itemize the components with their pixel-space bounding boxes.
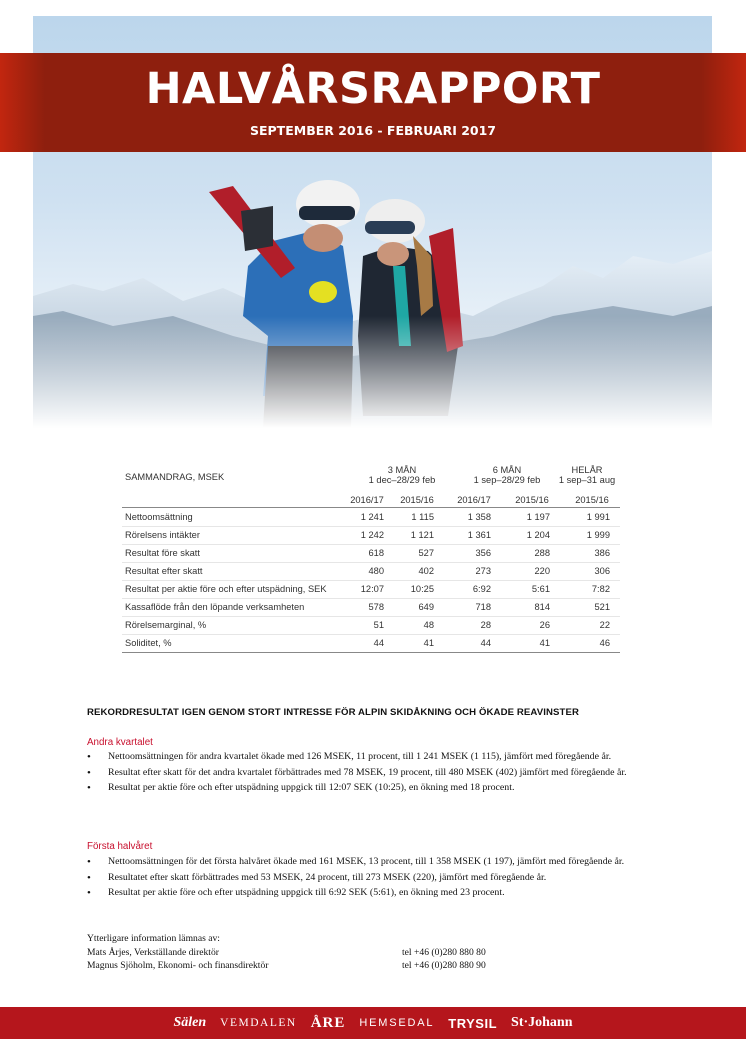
list-item: • Resultat per aktie före och efter utspädning uppgick till 6:92 SEK (5:61), en ökning med 23 procent.: [87, 886, 632, 901]
row-label: Rörelsens intäkter: [125, 530, 200, 540]
row-label: Resultat per aktie före och efter utspädning, SEK: [125, 584, 327, 594]
group-period: 1 sep–31 aug: [558, 474, 616, 485]
table-cell: 1 361: [467, 530, 491, 540]
table-cell: 386: [594, 548, 610, 558]
list-item: • Resultatet efter skatt förbättrades med 53 MSEK, 24 procent, till 273 MSEK (220), jämfört med föregående år.: [87, 871, 632, 886]
summary-rows: [122, 509, 620, 653]
column-headers: [122, 495, 620, 507]
table-cell: 578: [368, 602, 384, 612]
table-cell: 1 242: [360, 530, 384, 540]
contact-intro: Ytterligare information lämnas av:: [87, 933, 220, 944]
table-row: [122, 581, 620, 599]
table-row: [122, 563, 620, 581]
table-cell: 527: [418, 548, 434, 558]
table-cell: 356: [475, 548, 491, 558]
row-label: Kassaflöde från den löpande verksamheten: [125, 602, 305, 612]
column-header: 2015/16: [575, 495, 609, 505]
table-cell: 814: [534, 602, 550, 612]
table-cell: 306: [594, 566, 610, 576]
table-cell: 1 358: [467, 512, 491, 522]
header-rule: [122, 507, 620, 508]
contact-info: [87, 932, 537, 973]
summary-table-header: [122, 466, 620, 508]
table-cell: 6:92: [472, 584, 491, 594]
table-cell: 1 121: [410, 530, 434, 540]
table-cell: 1 991: [586, 512, 610, 522]
column-header: 2016/17: [350, 495, 384, 505]
section-title-half-year: Första halvåret: [87, 841, 153, 852]
list-item: • Nettoomsättningen för det första halvåret ökade med 161 MSEK, 13 procent, till 1 358 MSEK (1 197), jämfört med föregående år.: [87, 855, 632, 870]
report-title: HALVÅRSRAPPORT: [145, 64, 601, 114]
table-cell: 521: [594, 602, 610, 612]
column-header: 2015/16: [515, 495, 549, 505]
bullet-list-half-year: [87, 855, 632, 902]
summary-table: [122, 465, 620, 648]
table-cell: 718: [475, 602, 491, 612]
table-cell: 41: [539, 638, 550, 648]
table-cell: 402: [418, 566, 434, 576]
table-row: [122, 545, 620, 563]
list-item: • Resultat efter skatt för det andra kvartalet förbättrades med 78 MSEK, 19 procent, till 480 MSEK (402) jämfört med föregående år.: [87, 766, 632, 781]
table-cell: 46: [599, 638, 610, 648]
table-row: [122, 599, 620, 617]
table-cell: 10:25: [410, 584, 434, 594]
table-cell: 288: [534, 548, 550, 558]
table-cell: 480: [368, 566, 384, 576]
table-cell: 1 241: [360, 512, 384, 522]
summary-caption: SAMMANDRAG, MSEK: [125, 472, 225, 482]
contact-name: Magnus Sjöholm, Ekonomi- och finansdirektör: [87, 960, 269, 971]
table-cell: 48: [423, 620, 434, 630]
row-label: Rörelsemarginal, %: [125, 620, 207, 630]
table-cell: 618: [368, 548, 384, 558]
contact-name: Mats Årjes, Verkställande direktör: [87, 946, 219, 958]
table-cell: 51: [373, 620, 384, 630]
contact-phone: tel +46 (0)280 880 90: [402, 960, 486, 971]
group-period: 1 dec–28/29 feb: [368, 474, 436, 485]
list-item: • Nettoomsättningen för andra kvartalet ökade med 126 MSEK, 11 procent, till 1 241 MSEK (1 115), jämfört med föregående år.: [87, 750, 632, 765]
section-title-q2: Andra kvartalet: [87, 737, 153, 748]
table-cell: 1 204: [526, 530, 550, 540]
contact-phone: tel +46 (0)280 880 80: [402, 946, 486, 958]
table-row: [122, 617, 620, 635]
table-cell: 649: [418, 602, 434, 612]
table-cell: 44: [373, 638, 384, 648]
brand-footer: [0, 1007, 746, 1039]
contact-person: [87, 946, 537, 960]
table-cell: 5:61: [531, 584, 550, 594]
row-label: Soliditet, %: [125, 638, 172, 648]
brand-logo-trysil: TRYSIL: [448, 1015, 498, 1031]
table-cell: 1 115: [411, 512, 434, 522]
bullet-list-q2: [87, 750, 632, 797]
group-header-3-months: [347, 466, 457, 485]
brand-logo-are: ÅRE: [310, 1014, 346, 1031]
group-title: HELÅR: [571, 465, 603, 475]
brand-logo-vemdalen: VEMDALEN: [220, 1017, 297, 1029]
contact-person: [87, 959, 537, 973]
brand-logo-salen: Sälen: [173, 1015, 207, 1030]
table-row: [122, 509, 620, 527]
table-cell: 28: [480, 620, 491, 630]
table-cell: 26: [539, 620, 550, 630]
brand-logos: [0, 1007, 746, 1039]
table-cell: 7:82: [591, 584, 610, 594]
row-label: Resultat efter skatt: [125, 566, 203, 576]
list-item: • Resultat per aktie före och efter utspädning uppgick till 12:07 SEK (10:25), en ökning med 18 procent.: [87, 781, 632, 796]
headline: REKORDRESULTAT IGEN GENOM STORT INTRESSE FÖR ALPIN SKIDÅKNING OCH ÖKADE REAVINSTER: [87, 707, 579, 718]
table-cell: 44: [480, 638, 491, 648]
table-cell: 220: [534, 566, 550, 576]
table-cell: 1 999: [586, 530, 610, 540]
group-period: 1 sep–28/29 feb: [473, 474, 541, 485]
table-cell: 12:07: [360, 584, 384, 594]
table-row: [122, 527, 620, 545]
report-period: SEPTEMBER 2016 - FEBRUARI 2017: [249, 123, 497, 138]
row-label: Resultat före skatt: [125, 548, 200, 558]
group-header-full-year: [552, 466, 622, 485]
row-label: Nettoomsättning: [125, 512, 193, 522]
brand-logo-hemsedal: HEMSEDAL: [359, 1017, 435, 1029]
group-header-6-months: [452, 466, 562, 485]
group-title: 3 MÅN: [387, 465, 417, 475]
column-header: 2016/17: [457, 495, 491, 505]
table-cell: 22: [599, 620, 610, 630]
brand-logo-st-johann: St·Johann: [511, 1015, 573, 1030]
table-cell: 1 197: [526, 512, 550, 522]
column-header: 2015/16: [400, 495, 434, 505]
group-title: 6 MÅN: [492, 465, 522, 475]
table-row: [122, 635, 620, 653]
table-cell: 273: [475, 566, 491, 576]
table-cell: 41: [423, 638, 434, 648]
